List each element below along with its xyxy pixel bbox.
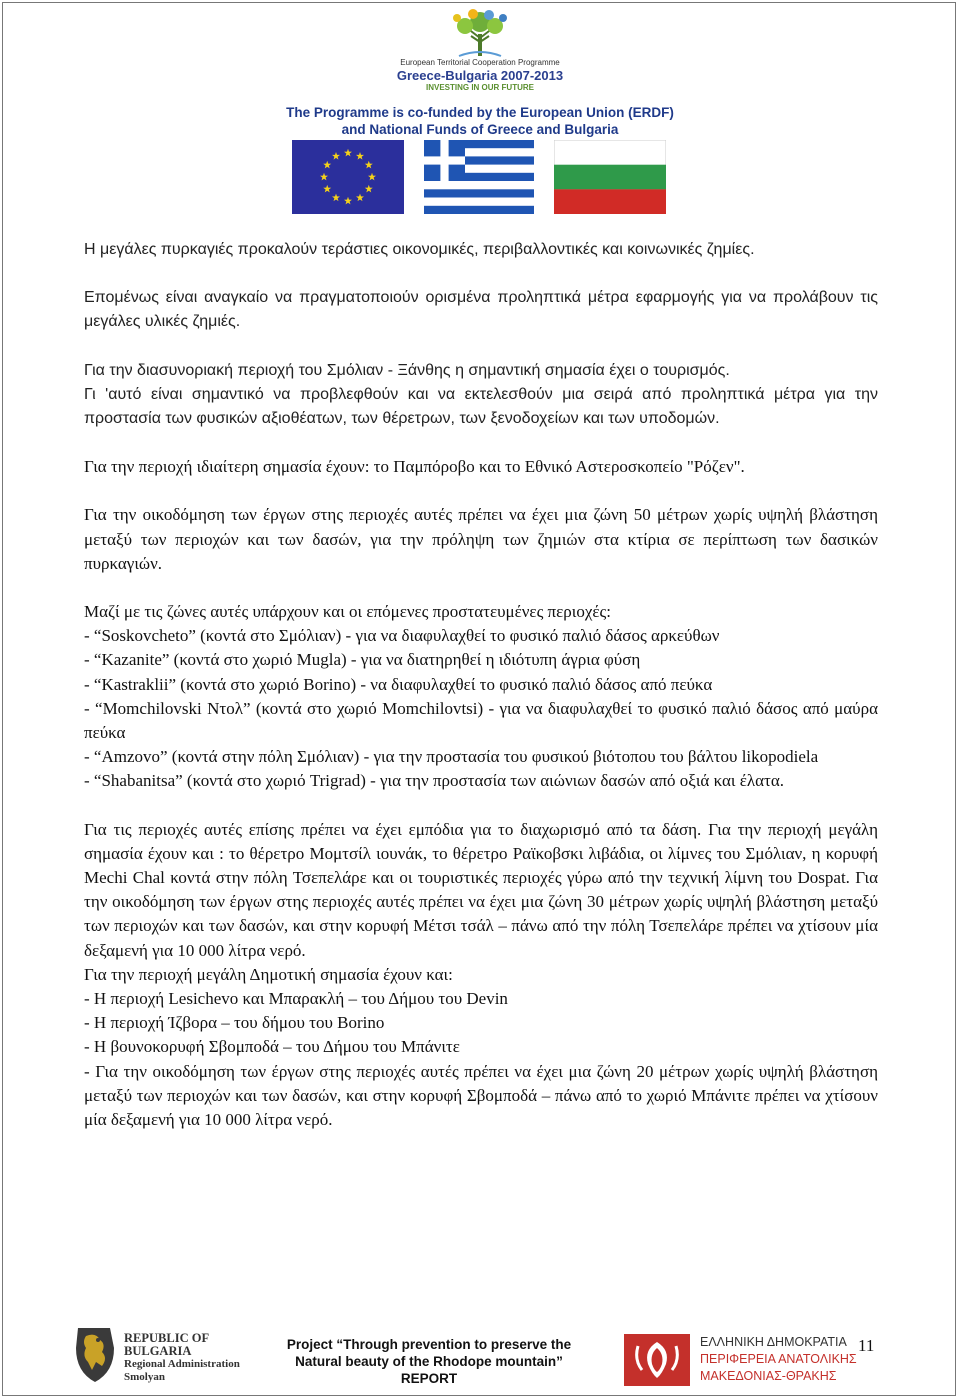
eu-flag-icon (292, 140, 404, 214)
logo-title: Greece-Bulgaria 2007-2013 (396, 68, 564, 83)
paragraph-fires-damage: Η μεγάλες πυρκαγιές προκαλούν τεράστιες οικονομικές, περιβαλλοντικές και κοινωνικές ζημίες. (84, 241, 755, 258)
paragraph-measures: Γι 'αυτό είναι σημαντικό να προβλεφθούν και να εκτελεσθούν μια σειρά από προληπτικά μέτρα για την προστασία των φυσικών αξιοθέατων, των θέρετρων, των ξενοδοχείων και των υποδομών. (84, 385, 878, 428)
paragraph-zone-50m: Για την οικοδόμηση των έργων στης περιοχές αυτές πρέπει να έχει μια ζώνη 50 μέτρων χωρίς υψηλή βλάστηση μεταξύ των περιοχών και των δασών, για την πρόληψη των ζημιών στα κτίρια σε περίπτωση των δασικών πυρκαγιών. (84, 505, 878, 573)
project-title-line-2: Natural beauty of the Rhodope mountain” (295, 1354, 563, 1369)
project-title-line-1: Project “Through prevention to preserve the (286, 1337, 572, 1352)
paragraph-zone-30m: Για τις περιοχές αυτές επίσης πρέπει να έχει εμπόδια για το διαχωρισμό από τα δάση. Για την περιοχή μεγάλη σημασία έχουν και : το θέρετρο Μομτσίλ ιουνάκ, το θέρετρο Ραϊκοβσκι λιβάδια, οι λίμνες του Σμόλιαν, η κορυφή Mechi Chal κοντά στην πόλη Τσεπελάρε και οι τουριστικές περιοχές γύρω από την τεχνική λίμνη του Dospat. Για την οικοδόμηση των έργων στης περιοχές αυτές πρέπει να έχει μια ζώνη 30 μέτρων χωρίς υψηλή βλάστηση μεταξύ των περιοχών και των δασών, και στην κορυφή Μέτσι τσάλ – πάνω από την πόλη Τσεπελάρε πρέπει να χτίσουν μία δεξαμενή για 10 000 λίτρα νερό. (84, 819, 878, 960)
document-body (84, 238, 878, 1132)
project-title (270, 1336, 588, 1387)
list-item: - “Momchilovski Ντολ” (κοντά στο χωριό Momchilovtsi) - για να διαφυλαχθεί το φυσικό παλιό δάσος από μαύρα πεύκα (84, 698, 878, 743)
cofunding-line-1: The Programme is co-funded by the European Union (ERDF) (286, 105, 674, 120)
paragraph-prevention: Επομένως είναι αναγκαίο να πραγματοποιούν ορισμένα προληπτικά μέτρα εφαρμογής για να προλάβουν τις μεγάλες υλικές ζημιές. (84, 289, 878, 331)
report-label: REPORT (400, 1371, 458, 1386)
list-item: - “Kazanite” (κοντά στο χωριό Mugla) - για να διατηρηθεί η ιδιότυπη άγρια φύση (84, 650, 641, 670)
bulgaria-flag-icon (554, 140, 666, 214)
footer-smolyan: Smolyan (124, 1371, 165, 1383)
footer-region-line-2: ΜΑΚΕΔΟΝΙΑΣ-ΘΡΑΚΗΣ (700, 1369, 837, 1383)
tree-logo-icon (445, 8, 515, 58)
list-item: - Για την οικοδόμηση των έργων στης περιοχές αυτές πρέπει να έχει μια ζώνη 20 μέτρων χωρίς υψηλή βλάστηση μεταξύ των περιοχών και των δασών, και στην κορυφή Σβομποδά – πάνω από το χωριό Μπάνιτε πρέπει να χτίσουν μία δεξαμενή για 10 000 λίτρα νερό. (84, 1061, 878, 1130)
cofunding-line-2: and National Funds of Greece and Bulgaria (341, 122, 619, 137)
footer-hellenic-republic: ΕΛΛΗΝΙΚΗ ΔΗΜΟΚΡΑΤΙΑ (700, 1335, 847, 1349)
greece-flag-icon (424, 140, 534, 214)
bulgaria-admin-text (124, 1332, 270, 1384)
footer-republic: REPUBLIC OF BULGARIA (124, 1331, 209, 1358)
lion-crest-icon (70, 1322, 120, 1386)
greek-region-logo (624, 1334, 857, 1390)
list-item: - Η περιοχή Lesichevo και Μπαρακλή – του Δήμου του Devin (84, 989, 508, 1009)
page-number: 11 (858, 1336, 875, 1355)
bulgaria-admin-logo (70, 1322, 270, 1392)
programme-logo (380, 8, 580, 106)
list-item: - “Shabanitsa” (κοντά στο χωριό Trigrad) - για την προστασία των αιώνιων δασών από οξιά και έλατα. (84, 771, 785, 791)
logo-slogan: INVESTING IN OUR FUTURE (425, 83, 534, 92)
paragraph-tourism: Για την διασυνοριακή περιοχή του Σμόλιαν - Ξάνθης η σημαντική σημασία έχει ο τουρισμός. (84, 361, 730, 379)
paragraph-pamporovo: Για την περιοχή ιδιαίτερη σημασία έχουν: το Παμπόροβο και το Εθνικό Αστεροσκοπείο "Ρόζεν". (84, 457, 745, 477)
paragraph-protected-areas: Μαζί με τις ζώνες αυτές υπάρχουν και οι επόμενες προστατευμένες περιοχές: (84, 602, 611, 622)
list-item: - Η περιοχή Ίζβορα – του δήμου του Borino (84, 1013, 385, 1033)
region-emblem-icon (624, 1334, 690, 1386)
footer-region-line-1: ΠΕΡΙΦΕΡΕΙΑ ΑΝΑΤΟΛΙΚΗΣ (700, 1352, 857, 1366)
list-item: - “Soskovcheto” (κοντά στο Σμόλιαν) - για να διαφυλαχθεί το φυσικό παλιό δάσος αρκεύθων (84, 626, 720, 646)
cofunding-statement (0, 104, 960, 138)
footer-regional-admin: Regional Administration (124, 1358, 240, 1370)
list-item: - “Amzovo” (κοντά στην πόλη Σμόλιαν) - για την προστασία του φυσικού βιότοπου του βάλτου likopodiela (84, 747, 819, 767)
logo-programme-line: European Territorial Cooperation Programme (400, 58, 560, 67)
paragraph-municipal: Για την περιοχή μεγάλη Δημοτική σημασία έχουν και: (84, 964, 453, 984)
list-item: - “Kastraklii” (κοντά στο χωριό Borino) - να διαφυλαχθεί το φυσικό παλιό δάσος από πεύκα (84, 674, 713, 694)
greek-region-text (700, 1334, 857, 1385)
list-item: - Η βουνοκορυφή Σβομποδά – του Δήμου του Μπάνιτε (84, 1037, 460, 1057)
